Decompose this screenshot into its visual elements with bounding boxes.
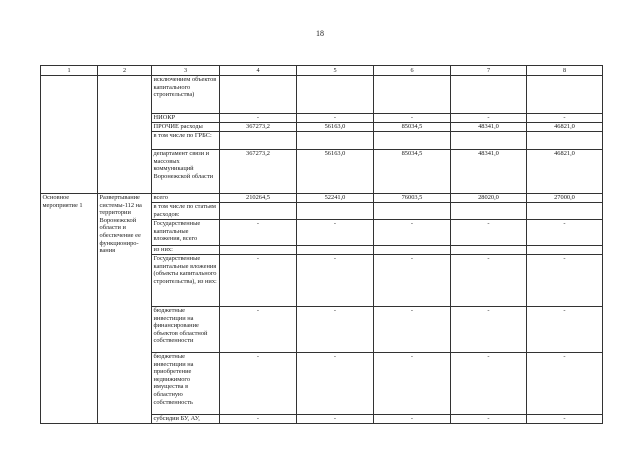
value-cell: - — [451, 353, 527, 415]
measure-title: Основное мероприятие 1 — [41, 194, 98, 424]
value-cell: - — [297, 255, 374, 307]
value-cell: - — [297, 220, 374, 246]
expense-item: в том числе по статьям расходов: — [152, 203, 220, 220]
value-cell: 367273,2 — [220, 123, 297, 132]
value-cell: 46821,0 — [527, 123, 603, 132]
value-cell: - — [527, 415, 603, 424]
header-cell: 5 — [297, 66, 374, 76]
value-cell: - — [527, 255, 603, 307]
value-cell: - — [220, 415, 297, 424]
value-cell: 27000,0 — [527, 194, 603, 203]
header-cell: 2 — [98, 66, 152, 76]
value-cell: 85034,5 — [374, 123, 451, 132]
expense-item: бюджетные инвестиции на приобретение недвижимого имущества в областную собственность — [152, 353, 220, 415]
value-cell: - — [451, 114, 527, 123]
header-cell: 8 — [527, 66, 603, 76]
value-cell: - — [220, 255, 297, 307]
value-cell: - — [374, 220, 451, 246]
value-cell: - — [297, 353, 374, 415]
value-cell: - — [374, 415, 451, 424]
expense-item: бюджетные инвестиции на финансирование объектов областной собственности — [152, 307, 220, 353]
value-cell: - — [451, 220, 527, 246]
expense-item: Государственные капитальные вложения (объекты капитального строительства), из них: — [152, 255, 220, 307]
value-cell: - — [527, 220, 603, 246]
value-cell: - — [297, 415, 374, 424]
value-cell: 76003,5 — [374, 194, 451, 203]
value-cell: 367273,2 — [220, 150, 297, 194]
value-cell: - — [451, 415, 527, 424]
expense-item: ПРОЧИЕ расходы — [152, 123, 220, 132]
header-row — [41, 66, 603, 76]
header-cell: 4 — [220, 66, 297, 76]
value-cell: 48341,0 — [451, 150, 527, 194]
value-cell: 210264,5 — [220, 194, 297, 203]
value-cell: - — [374, 307, 451, 353]
empty-cell — [98, 76, 152, 194]
expense-item: субсидии БУ, АУ, — [152, 415, 220, 424]
value-cell: - — [374, 255, 451, 307]
expense-item: НИОКР — [152, 114, 220, 123]
value-cell: 56163,0 — [297, 150, 374, 194]
value-cell: - — [220, 220, 297, 246]
expense-item: всего — [152, 194, 220, 203]
value-cell: 52241,0 — [297, 194, 374, 203]
value-cell: - — [220, 114, 297, 123]
value-cell: - — [374, 353, 451, 415]
value-cell: - — [527, 307, 603, 353]
header-cell: 1 — [41, 66, 98, 76]
value-cell: - — [451, 307, 527, 353]
value-cell: - — [220, 307, 297, 353]
header-cell: 3 — [152, 66, 220, 76]
table-row — [41, 194, 603, 203]
value-cell: - — [220, 353, 297, 415]
value-cell: 56163,0 — [297, 123, 374, 132]
value-cell: 28020,0 — [451, 194, 527, 203]
expense-item: Государственные капитальные вложения, всего — [152, 220, 220, 246]
value-cell: - — [297, 307, 374, 353]
value-cell: - — [527, 353, 603, 415]
empty-cell — [41, 76, 98, 194]
value-cell: - — [527, 114, 603, 123]
value-cell: - — [451, 255, 527, 307]
expense-item: исключением объектов капитального строительства) — [152, 76, 220, 114]
page-number: 18 — [316, 29, 324, 38]
expense-item: департамент связи и массовых коммуникаций Воронежской области — [152, 150, 220, 194]
header-cell: 7 — [451, 66, 527, 76]
value-cell: - — [297, 114, 374, 123]
header-cell: 6 — [374, 66, 451, 76]
value-cell: 48341,0 — [451, 123, 527, 132]
value-cell: 46821,0 — [527, 150, 603, 194]
budget-table — [40, 65, 603, 424]
value-cell: 85034,5 — [374, 150, 451, 194]
table-row — [41, 76, 603, 114]
expense-item: в том числе по ГРБС: — [152, 132, 220, 150]
value-cell: - — [374, 114, 451, 123]
measure-description: Развертывание системы-112 на территории Воронежской области и обеспечение ее функциониро-вания — [98, 194, 152, 424]
expense-item: из них: — [152, 246, 220, 255]
